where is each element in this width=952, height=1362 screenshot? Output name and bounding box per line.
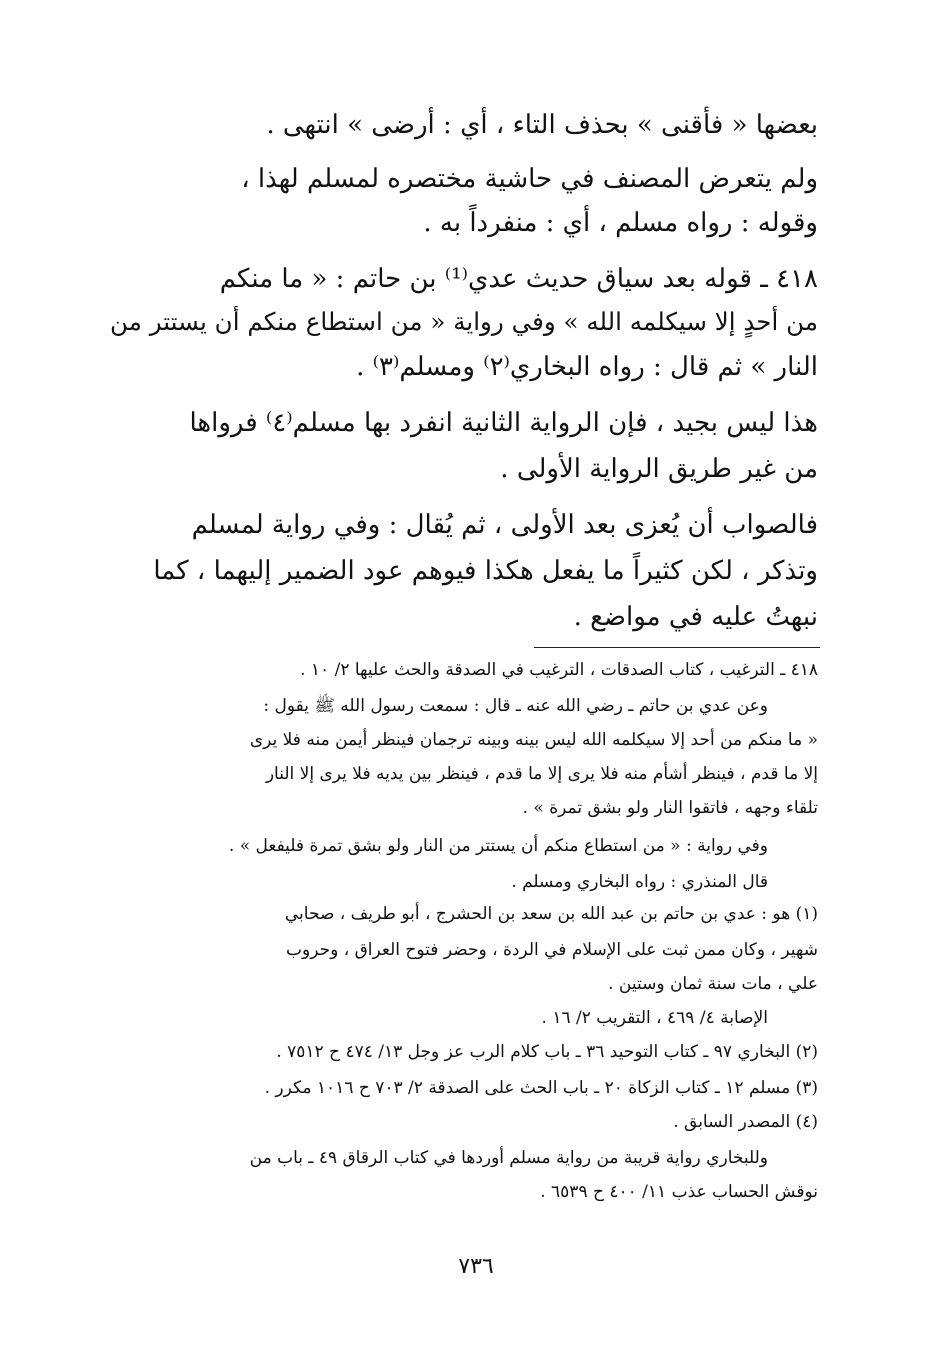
footnote-line: (٤) المصدر السابق . xyxy=(673,1112,818,1132)
footnote-line: علي ، مات سنة ثمان وستين . xyxy=(608,974,818,994)
main-text-line: وتذكر ، لكن كثيراً ما يفعل هكذا فيوهم عود الضمير إليهما ، كما xyxy=(153,556,818,586)
page-number: ٧٣٦ xyxy=(458,1254,494,1279)
footnote-line: تلقاء وجهه ، فاتقوا النار ولو بشق تمرة » . xyxy=(522,798,818,818)
footnote-line: إلا ما قدم ، فينظر أشأم منه فلا يرى إلا ما قدم ، فينظر بين يديه فلا يرى إلا النار xyxy=(265,764,818,784)
main-text-line: من غير طريق الرواية الأولى . xyxy=(500,454,818,484)
footnote-line: (٢) البخاري ٩٧ ـ كتاب التوحيد ٣٦ ـ باب كلام الرب عز وجل ١٣/ ٤٧٤ ح ٧٥١٢ . xyxy=(276,1042,818,1062)
main-text-line: بعضها « فأقنى » بحذف التاء ، أي : أرضى » انتهى . xyxy=(266,110,818,140)
footnote-separator xyxy=(534,647,820,648)
footnote-line: وعن عدي بن حاتم ـ رضي الله عنه ـ قال : سمعت رسول الله ﷺ يقول : xyxy=(263,696,768,716)
main-text-line: نبهتُ عليه في مواضع . xyxy=(573,602,818,632)
footnote-line: نوقش الحساب عذب ١١/ ٤٠٠ ح ٦٥٣٩ . xyxy=(540,1182,818,1202)
main-text-line: من أحدٍ إلا سيكلمه الله » وفي رواية « من استطاع منكم أن يستتر من xyxy=(110,307,818,336)
main-text-line: ولم يتعرض المصنف في حاشية مختصره لمسلم لهذا ، xyxy=(241,164,818,194)
main-text-line: وقوله : رواه مسلم ، أي : منفرداً به . xyxy=(423,208,818,238)
main-text-line: النار » ثم قال : رواه البخاري⁽٢⁾ ومسلم⁽٣⁾ . xyxy=(356,352,818,382)
footnote-line: الإصابة ٤/ ٤٦٩ ، التقريب ٢/ ١٦ . xyxy=(541,1008,768,1028)
footnote-line: ٤١٨ ـ الترغيب ، كتاب الصدقات ، الترغيب في الصدقة والحث عليها ٢/ ١٠ . xyxy=(300,660,818,680)
footnote-line: « ما منكم من أحد إلا سيكلمه الله ليس بينه وبينه ترجمان فينظر أيمن منه فلا يرى xyxy=(249,730,818,750)
footnote-line: وللبخاري رواية قريبة من رواية مسلم أوردها في كتاب الرقاق ٤٩ ـ باب من xyxy=(249,1148,768,1168)
main-text-line: ٤١٨ ـ قوله بعد سياق حديث عدي⁽¹⁾ بن حاتم : « ما منكم xyxy=(219,264,818,294)
footnote-line: شهير ، وكان ممن ثبت على الإسلام في الردة ، وحضر فتوح العراق ، وحروب xyxy=(286,940,818,960)
main-text-line: هذا ليس بجيد ، فإن الرواية الثانية انفرد بها مسلم⁽٤⁾ فرواها xyxy=(189,408,818,438)
main-text-line: فالصواب أن يُعزى بعد الأولى ، ثم يُقال : وفي رواية لمسلم xyxy=(191,510,818,540)
footnote-line: (١) هو : عدي بن حاتم بن عبد الله بن سعد بن الحشرج ، أبو طريف ، صحابي xyxy=(284,904,818,924)
footnote-line: وفي رواية : « من استطاع منكم أن يستتر من النار ولو بشق تمرة فليفعل » . xyxy=(228,836,768,856)
footnote-line: قال المنذري : رواه البخاري ومسلم . xyxy=(511,872,768,892)
footnote-line: (٣) مسلم ١٢ ـ كتاب الزكاة ٢٠ ـ باب الحث على الصدقة ٢/ ٧٠٣ ح ١٠١٦ مكرر . xyxy=(264,1078,818,1098)
